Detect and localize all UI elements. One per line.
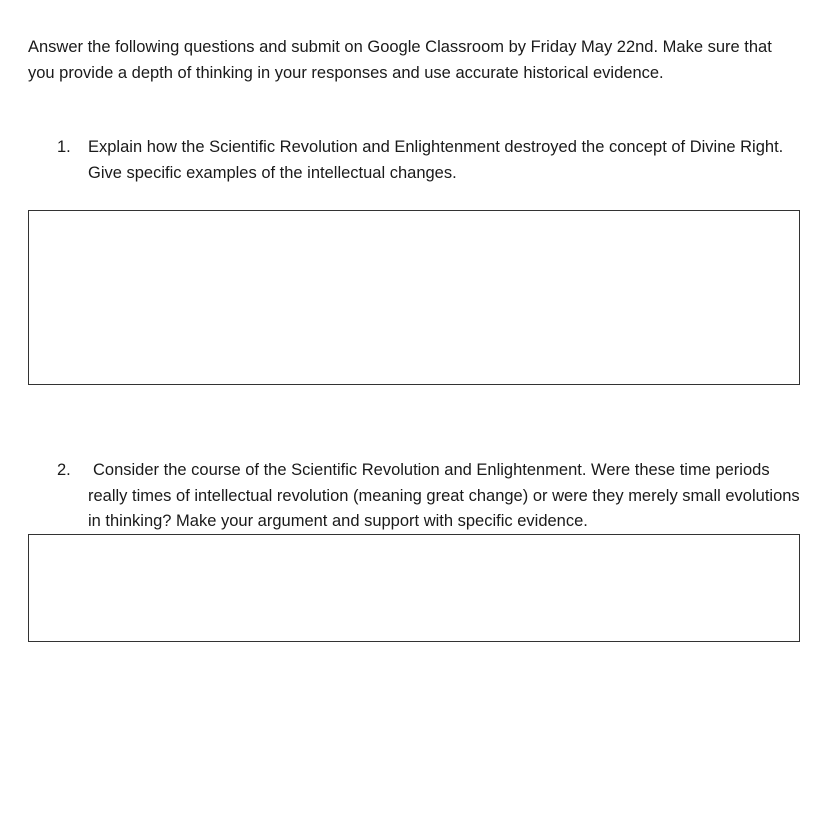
- question-2-number: 2.: [57, 461, 71, 479]
- answer-box-1[interactable]: [28, 210, 800, 385]
- question-1-text: Explain how the Scientific Revolution and Enlightenment destroyed the concept of Divine Right. Give specific examples of the intellectual changes.: [88, 138, 784, 182]
- question-2-text: Consider the course of the Scientific Revolution and Enlightenment. Were these time periods really times of intellectual revolution (meaning great change) or were they merely small evolutions in thinking? Make your argument and support with specific evidence.: [88, 461, 800, 530]
- question-1-number: 1.: [57, 138, 71, 156]
- instructions-text: Answer the following questions and submit on Google Classroom by Friday May 22nd. Make sure that you provide a depth of thinking in your responses and use accurate historical evidence.: [28, 38, 772, 82]
- answer-box-2[interactable]: [28, 534, 800, 642]
